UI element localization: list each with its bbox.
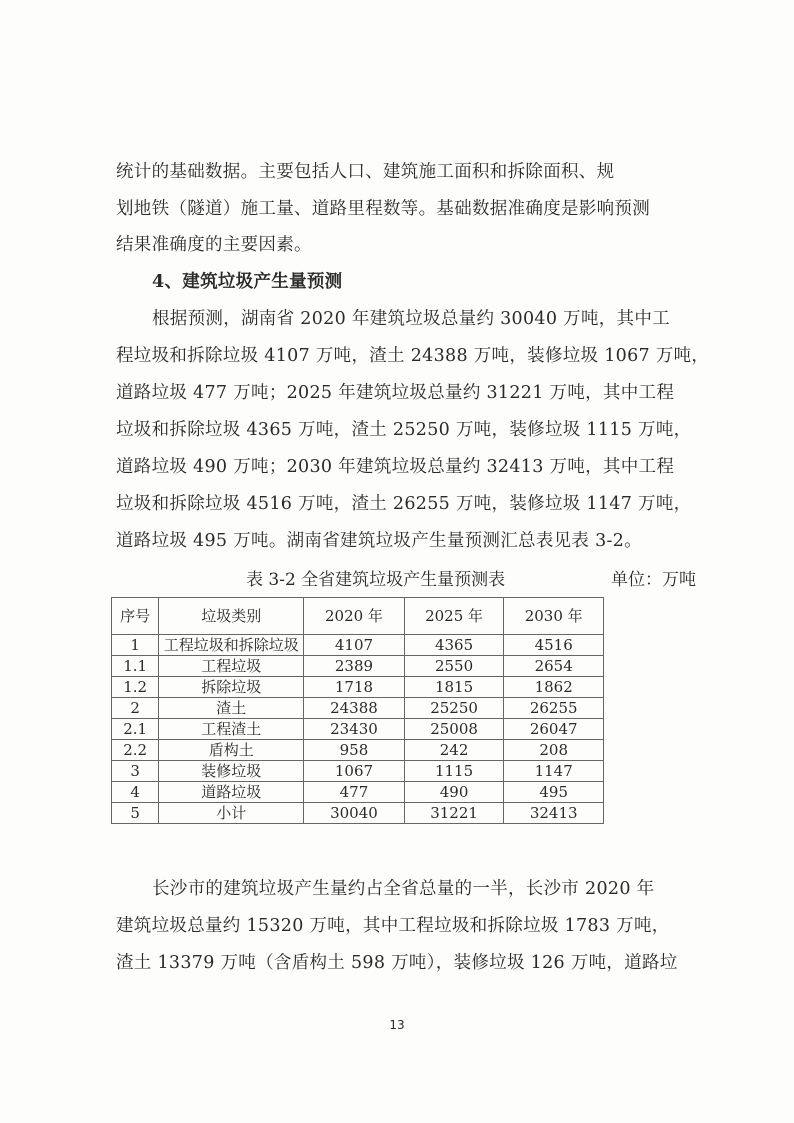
table-cell: 958 xyxy=(304,740,405,761)
table-cell: 26047 xyxy=(504,719,604,740)
paragraph-line: 程垃圾和拆除垃圾 4107 万吨，渣土 24388 万吨，装修垃圾 1067 万吨， xyxy=(116,346,710,366)
paragraph-line: 建筑垃圾总量约 15320 万吨，其中工程垃圾和拆除垃圾 1783 万吨， xyxy=(116,916,670,936)
table-cell: 1718 xyxy=(304,677,405,698)
paragraph-line: 垃圾和拆除垃圾 4365 万吨，渣土 25250 万吨，装修垃圾 1115 万吨， xyxy=(116,420,692,440)
table-cell: 1115 xyxy=(404,761,504,782)
table-cell: 4107 xyxy=(304,635,405,656)
section-heading: 4、建筑垃圾产生量预测 xyxy=(152,272,343,292)
paragraph-line: 渣土 13379 万吨（含盾构土 598 万吨），装修垃圾 126 万吨，道路垃 xyxy=(116,953,678,973)
table-header-row xyxy=(112,598,604,635)
paragraph-line: 道路垃圾 490 万吨；2030 年建筑垃圾总量约 32413 万吨，其中工程 xyxy=(116,457,675,477)
table-cell: 24388 xyxy=(304,698,405,719)
table-row xyxy=(112,719,604,740)
table-cell: 2.2 xyxy=(112,740,159,761)
table-cell: 25250 xyxy=(404,698,504,719)
header-cell: 2025 年 xyxy=(404,598,504,635)
table-cell: 4516 xyxy=(504,635,604,656)
table-cell: 4365 xyxy=(404,635,504,656)
paragraph-line: 长沙市的建筑垃圾产生量约占全省总量的一半，长沙市 2020 年 xyxy=(152,879,655,899)
table-cell: 477 xyxy=(304,782,405,803)
table-cell: 32413 xyxy=(504,803,604,824)
table-cell: 1815 xyxy=(404,677,504,698)
table-row xyxy=(112,698,604,719)
table-cell: 1067 xyxy=(304,761,405,782)
table-cell: 1.2 xyxy=(112,677,159,698)
table-cell: 盾构土 xyxy=(159,740,304,761)
table-cell: 25008 xyxy=(404,719,504,740)
table-cell: 工程垃圾和拆除垃圾 xyxy=(159,635,304,656)
table-cell: 2550 xyxy=(404,656,504,677)
forecast-table xyxy=(111,597,604,824)
table-cell: 3 xyxy=(112,761,159,782)
table-row xyxy=(112,677,604,698)
table-cell: 工程渣土 xyxy=(159,719,304,740)
table-cell: 31221 xyxy=(404,803,504,824)
table-caption xyxy=(246,568,696,592)
table-row xyxy=(112,803,604,824)
paragraph-line: 垃圾和拆除垃圾 4516 万吨，渣土 26255 万吨，装修垃圾 1147 万吨， xyxy=(116,494,692,514)
table-cell: 490 xyxy=(404,782,504,803)
table-cell: 渣土 xyxy=(159,698,304,719)
paragraph-line: 划地铁（隧道）施工量、道路里程数等。基础数据准确度是影响预测 xyxy=(116,199,650,219)
table-cell: 5 xyxy=(112,803,159,824)
table-cell: 1147 xyxy=(504,761,604,782)
table-cell: 4 xyxy=(112,782,159,803)
table-cell: 1 xyxy=(112,635,159,656)
header-cell: 序号 xyxy=(112,598,159,635)
paragraph-line: 道路垃圾 495 万吨。湖南省建筑垃圾产生量预测汇总表见表 3-2。 xyxy=(116,531,642,551)
table-cell: 工程垃圾 xyxy=(159,656,304,677)
table-cell: 2389 xyxy=(304,656,405,677)
table-cell: 1862 xyxy=(504,677,604,698)
paragraph-line: 根据预测，湖南省 2020 年建筑垃圾总量约 30040 万吨，其中工 xyxy=(152,309,670,329)
table-cell: 装修垃圾 xyxy=(159,761,304,782)
table-row xyxy=(112,782,604,803)
table-cell: 2.1 xyxy=(112,719,159,740)
table-cell: 242 xyxy=(404,740,504,761)
paragraph-line: 结果准确度的主要因素。 xyxy=(116,235,312,255)
table-cell: 2 xyxy=(112,698,159,719)
table-row xyxy=(112,761,604,782)
header-cell: 2020 年 xyxy=(304,598,405,635)
table-cell: 30040 xyxy=(304,803,405,824)
table-row xyxy=(112,656,604,677)
table-cell: 26255 xyxy=(504,698,604,719)
paragraph-line: 统计的基础数据。主要包括人口、建筑施工面积和拆除面积、规 xyxy=(116,162,615,182)
table-cell: 23430 xyxy=(304,719,405,740)
table-row xyxy=(112,740,604,761)
table-title: 表 3-2 全省建筑垃圾产生量预测表 xyxy=(246,570,506,590)
table-cell: 拆除垃圾 xyxy=(159,677,304,698)
table-cell: 2654 xyxy=(504,656,604,677)
table-cell: 208 xyxy=(504,740,604,761)
table-cell: 495 xyxy=(504,782,604,803)
table-row xyxy=(112,635,604,656)
paragraph-line: 道路垃圾 477 万吨；2025 年建筑垃圾总量约 31221 万吨，其中工程 xyxy=(116,383,675,403)
page-number: 13 xyxy=(389,1018,405,1032)
table-unit: 单位：万吨 xyxy=(611,570,696,590)
table-cell: 1.1 xyxy=(112,656,159,677)
table-cell: 小计 xyxy=(159,803,304,824)
header-cell: 2030 年 xyxy=(504,598,604,635)
header-cell: 垃圾类别 xyxy=(159,598,304,635)
table-cell: 道路垃圾 xyxy=(159,782,304,803)
